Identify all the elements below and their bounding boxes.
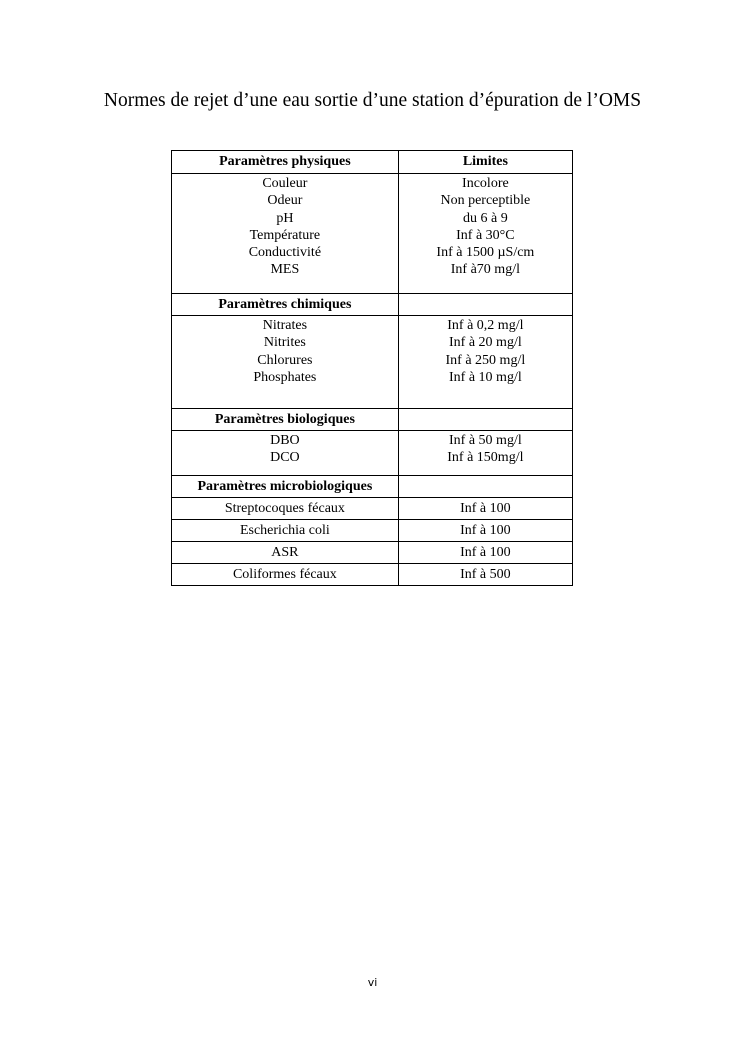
chemical-section-row	[172, 294, 573, 316]
limit-odeur: Non perceptible	[440, 193, 531, 209]
chemical-limits-cell	[398, 316, 572, 409]
table-row	[172, 520, 573, 542]
param-odeur: Odeur	[267, 193, 303, 209]
chemical-section-heading: Paramètres chimiques	[172, 294, 399, 316]
limit-streptocoques: Inf à 100	[398, 498, 572, 520]
biological-parameters-row	[172, 431, 573, 476]
physical-params-cell	[172, 174, 399, 294]
page-title: Normes de rejet d’une eau sortie d’une station d’épuration de l’OMS	[103, 90, 642, 111]
limit-mes: Inf à70 mg/l	[450, 262, 520, 278]
param-dco: DCO	[270, 450, 300, 466]
header-physical-parameters: Paramètres physiques	[172, 151, 399, 174]
limit-nitrates: Inf à 0,2 mg/l	[447, 318, 524, 333]
limit-escherichia-coli: Inf à 100	[398, 520, 572, 542]
param-streptocoques: Streptocoques fécaux	[172, 498, 399, 520]
limit-asr: Inf à 100	[398, 542, 572, 564]
header-limits: Limites	[398, 151, 572, 174]
param-escherichia-coli: Escherichia coli	[172, 520, 399, 542]
limit-ph: du 6 à 9	[463, 210, 508, 226]
param-nitrites: Nitrites	[263, 335, 306, 351]
chemical-section-empty	[398, 294, 572, 316]
limit-temperature: Inf à 30°C	[456, 227, 515, 243]
limit-nitrites: Inf à 20 mg/l	[449, 335, 522, 351]
table-header-row	[172, 151, 573, 174]
biological-section-row	[172, 409, 573, 431]
param-couleur: Couleur	[262, 176, 308, 191]
chemical-parameters-row	[172, 316, 573, 409]
biological-section-empty	[398, 409, 572, 431]
param-asr: ASR	[172, 542, 399, 564]
table-row	[172, 542, 573, 564]
microbiological-section-empty	[398, 476, 572, 498]
param-nitrates: Nitrates	[262, 318, 308, 333]
page-number: vi	[367, 976, 378, 989]
limit-couleur: Incolore	[462, 176, 509, 191]
limit-coliformes: Inf à 500	[398, 564, 572, 586]
microbiological-section-heading: Paramètres microbiologiques	[172, 476, 399, 498]
param-dbo: DBO	[270, 433, 300, 448]
limit-phosphates: Inf à 10 mg/l	[449, 369, 522, 385]
limit-chlorures: Inf à 250 mg/l	[445, 352, 526, 368]
chemical-params-cell	[172, 316, 399, 409]
table-row	[172, 564, 573, 586]
microbiological-section-row	[172, 476, 573, 498]
param-conductivite: Conductivité	[248, 245, 322, 261]
biological-section-heading: Paramètres biologiques	[172, 409, 399, 431]
param-mes: MES	[270, 262, 300, 278]
physical-parameters-row	[172, 174, 573, 294]
biological-params-cell	[172, 431, 399, 476]
param-coliformes: Coliformes fécaux	[172, 564, 399, 586]
physical-limits-cell	[398, 174, 572, 294]
param-chlorures: Chlorures	[257, 352, 313, 368]
limit-dco: Inf à 150mg/l	[447, 450, 524, 466]
biological-limits-cell	[398, 431, 572, 476]
param-phosphates: Phosphates	[253, 369, 317, 385]
limit-dbo: Inf à 50 mg/l	[449, 433, 522, 448]
param-ph: pH	[276, 210, 294, 226]
table-row	[172, 498, 573, 520]
param-temperature: Température	[249, 227, 321, 243]
limit-conductivite: Inf à 1500 µS/cm	[436, 245, 535, 261]
norms-table	[171, 150, 573, 586]
